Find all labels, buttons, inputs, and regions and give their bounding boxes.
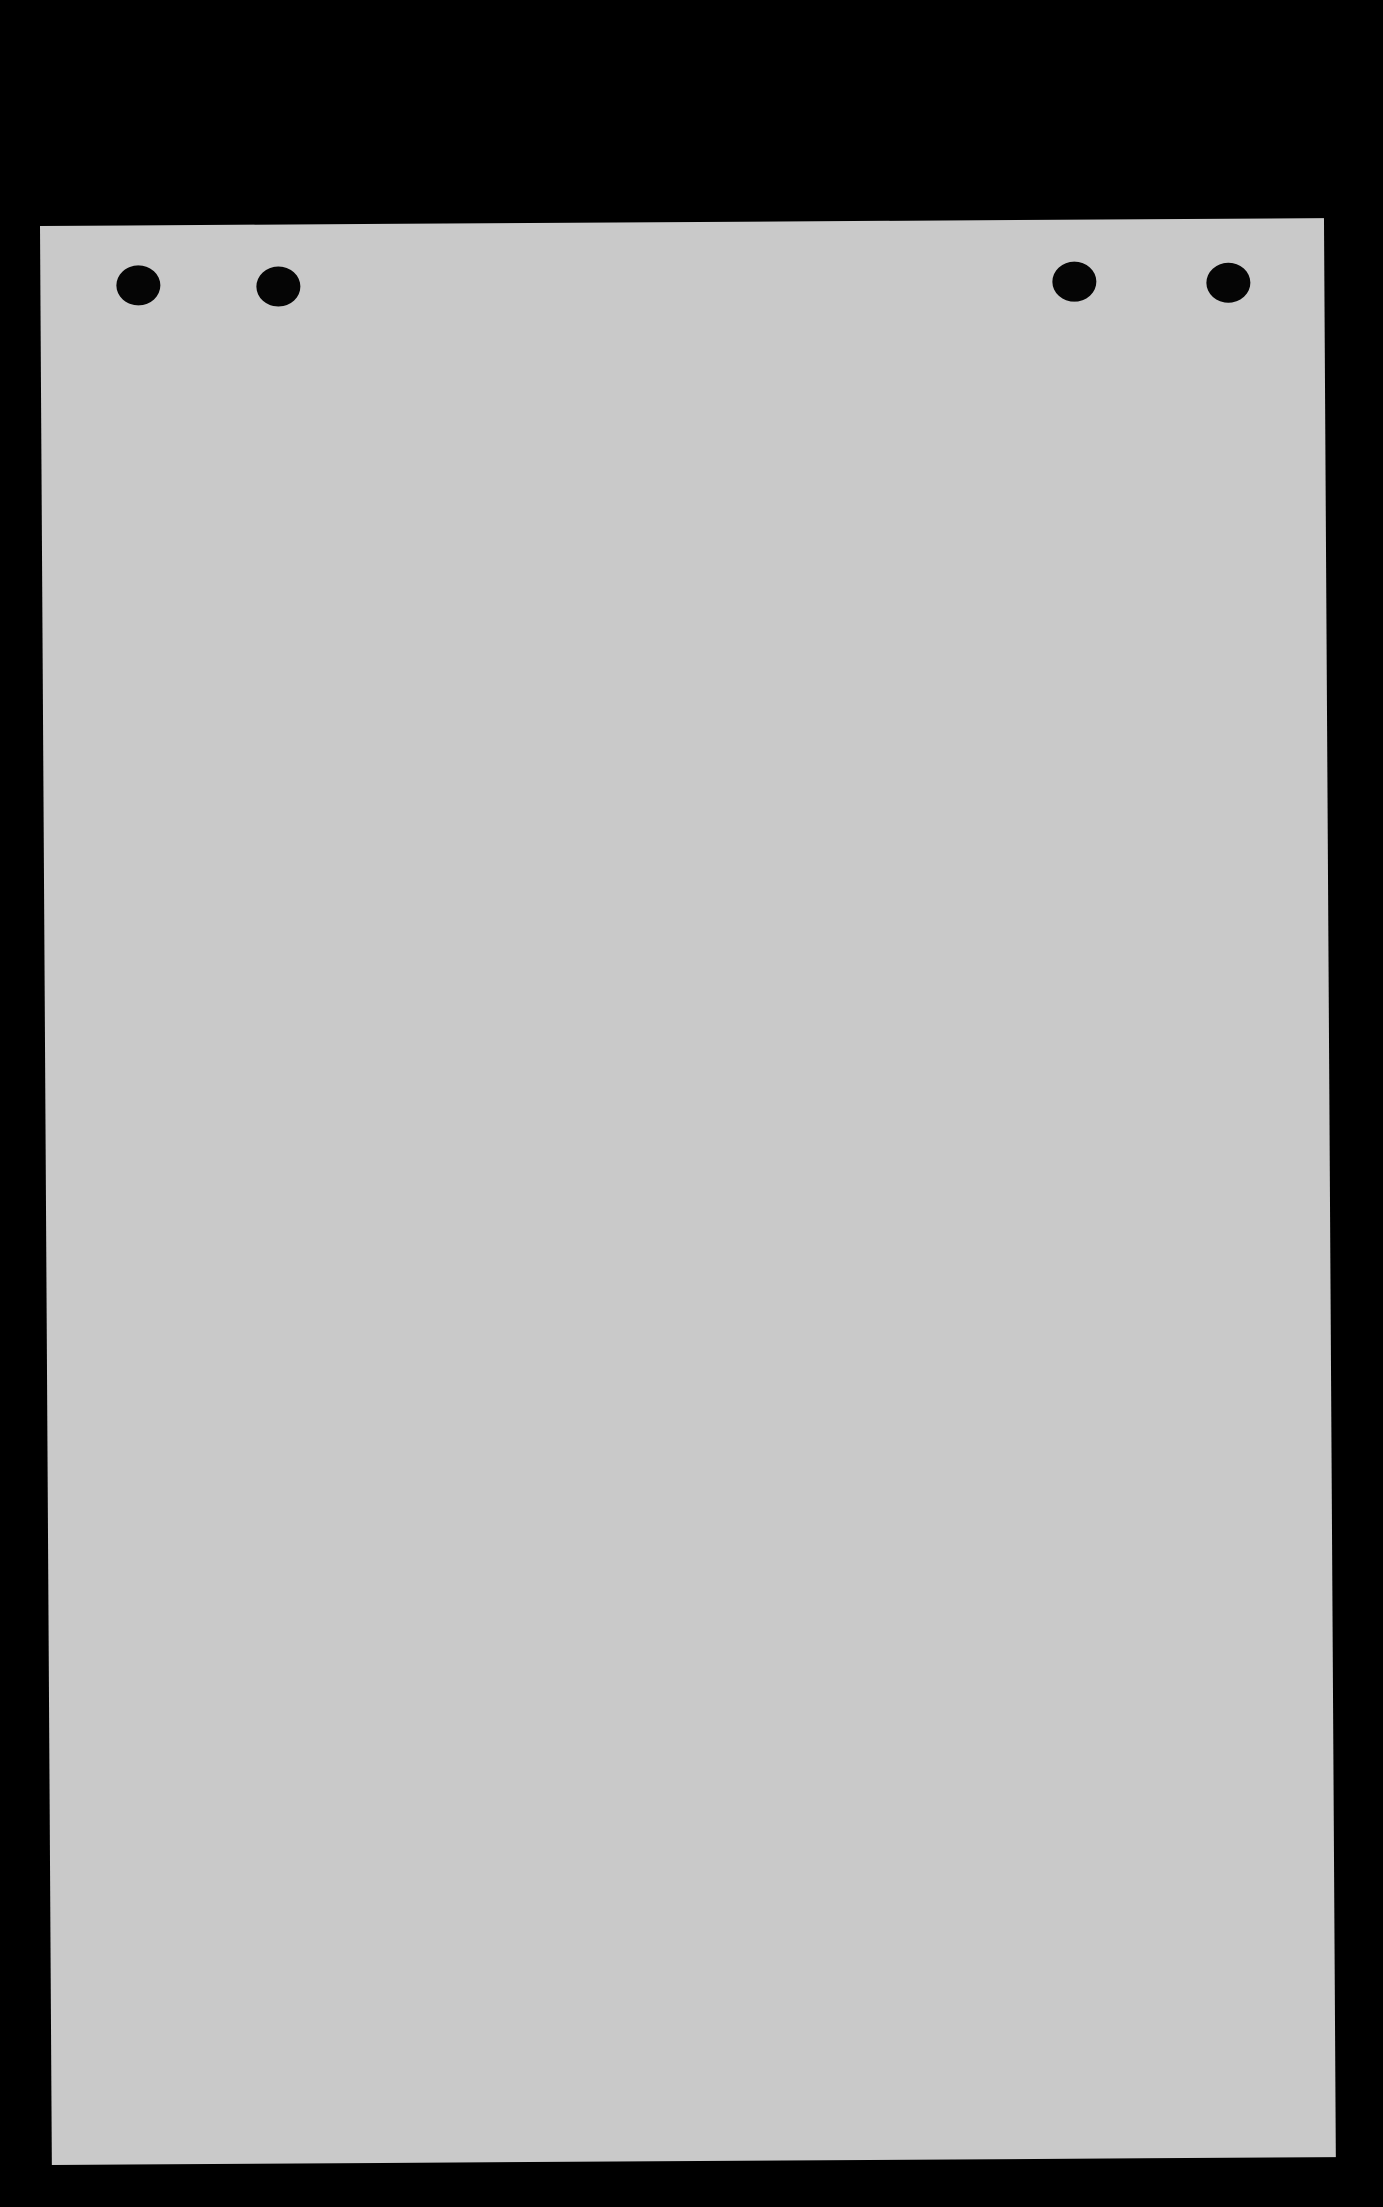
punch-hole xyxy=(1052,262,1096,302)
punch-hole xyxy=(116,265,160,305)
punch-hole xyxy=(1206,263,1250,303)
punch-hole xyxy=(256,266,300,306)
document-sheet xyxy=(40,218,1336,2165)
crew-list xyxy=(40,218,1324,226)
